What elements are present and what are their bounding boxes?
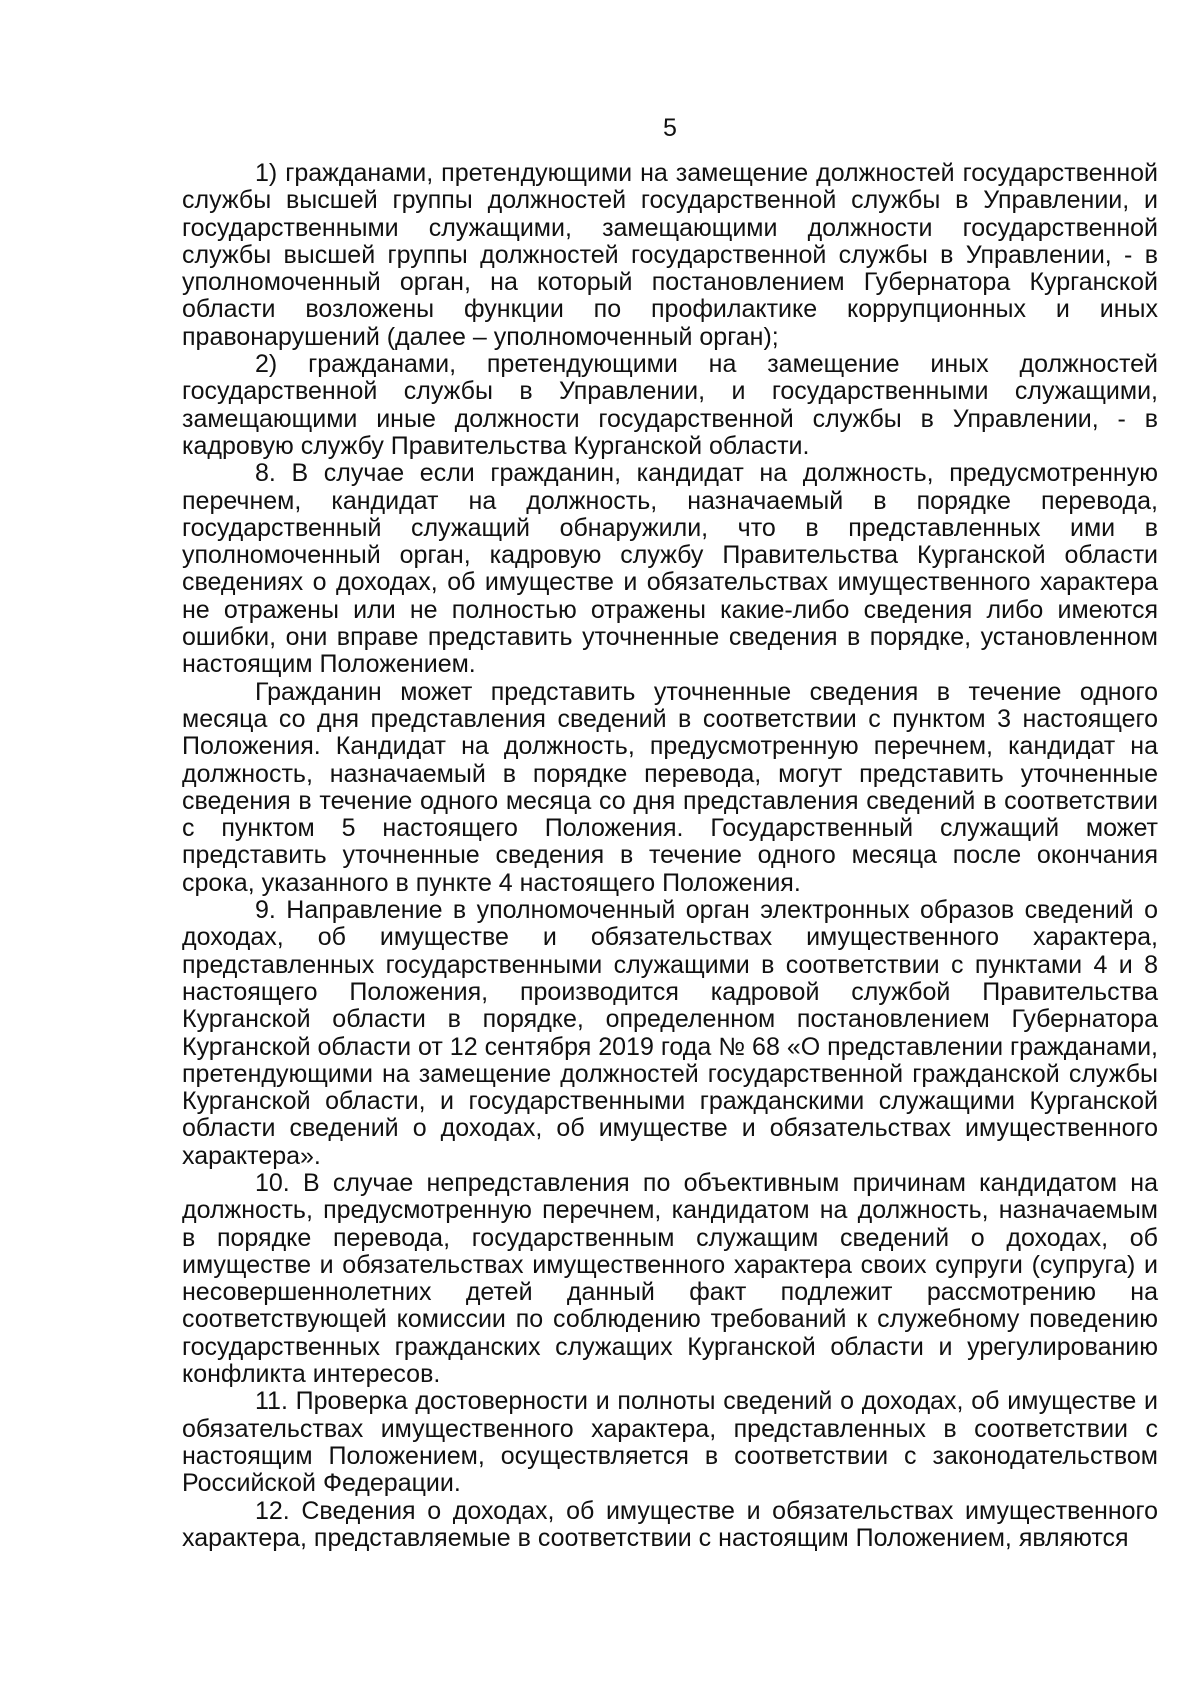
- paragraph-8: 8. В случае если гражданин, кандидат на должность, предусмотренную перечнем, кандидат на должность, назначаемый в порядке перевода, государственный служащий обнаружили, что в представленных ими в уполномоченный орган, кадровую службу Правительства Курганской области сведениях о доходах, об имуществе и обязательствах имущественного характера не отражены или не полностью отражены какие-либо сведения либо имеются ошибки, они вправе представить уточненные сведения в порядке, установленном настоящим Положением.: [182, 459, 1158, 679]
- paragraph-12: 12. Сведения о доходах, об имуществе и обязательствах имущественного характера, представляемые в соответствии с настоящим Положением, являются: [182, 1496, 1158, 1552]
- paragraph-10: 10. В случае непредставления по объективным причинам кандидатом на должность, предусмотренную перечнем, кандидатом на должность, назначаемым в порядке перевода, государственным служащим сведений о доходах, об имуществе и обязательствах имущественного характера своих супруги (супруга) и несовершеннолетних детей данный факт подлежит рассмотрению на соответствующей комиссии по соблюдению требований к служебному поведению государственных гражданских служащих Курганской области и урегулированию конфликта интересов.: [182, 1168, 1158, 1389]
- paragraph-7-2: 2) гражданами, претендующими на замещение иных должностей государственной службы в Управлении, и государственными служащими, замещающими иные должности государственной службы в Управлении, - в кадровую службу Правительства Курганской области.: [182, 350, 1158, 460]
- paragraph-7-1: 1) гражданами, претендующими на замещение должностей государственной службы высшей группы должностей государственной службы в Управлении, и государственными служащими, замещающими должности государственной службы высшей группы должностей государственной службы в Управлении, - в уполномоченный орган, на который постановлением Губернатора Курганской области возложены функции по профилактике коррупционных и иных правонарушений (далее – уполномоченный орган);: [182, 159, 1158, 351]
- document-body: [182, 160, 1158, 1552]
- paragraph-9: 9. Направление в уполномоченный орган электронных образов сведений о доходах, об имуществе и обязательствах имущественного характера, представленных государственными служащими в соответствии с пунктами 4 и 8 настоящего Положения, производится кадровой службой Правительства Курганской области в порядке, определенном постановлением Губернатора Курганской области от 12 сентября 2019 года № 68 «О представлении гражданами, претендующими на замещение должностей государственной гражданской службы Курганской области, и государственными гражданскими служащими Курганской области сведений о доходах, об имуществе и обязательствах имущественного характера».: [182, 896, 1158, 1170]
- page-number: 5: [663, 114, 677, 142]
- paragraph-11: 11. Проверка достоверности и полноты сведений о доходах, об имуществе и обязательствах имущественного характера, представленных в соответствии с настоящим Положением, осуществляется в соответствии с законодательством Российской Федерации.: [182, 1387, 1158, 1498]
- paragraph-8-continued: Гражданин может представить уточненные сведения в течение одного месяца со дня представления сведений в соответствии с пунктом 3 настоящего Положения. Кандидат на должность, предусмотренную перечнем, кандидат на должность, назначаемый в порядке перевода, могут представить уточненные сведения в течение одного месяца со дня представления сведений в соответствии с пунктом 5 настоящего Положения. Государственный служащий может представить уточненные сведения в течение одного месяца после окончания срока, указанного в пункте 4 настоящего Положения.: [182, 677, 1158, 897]
